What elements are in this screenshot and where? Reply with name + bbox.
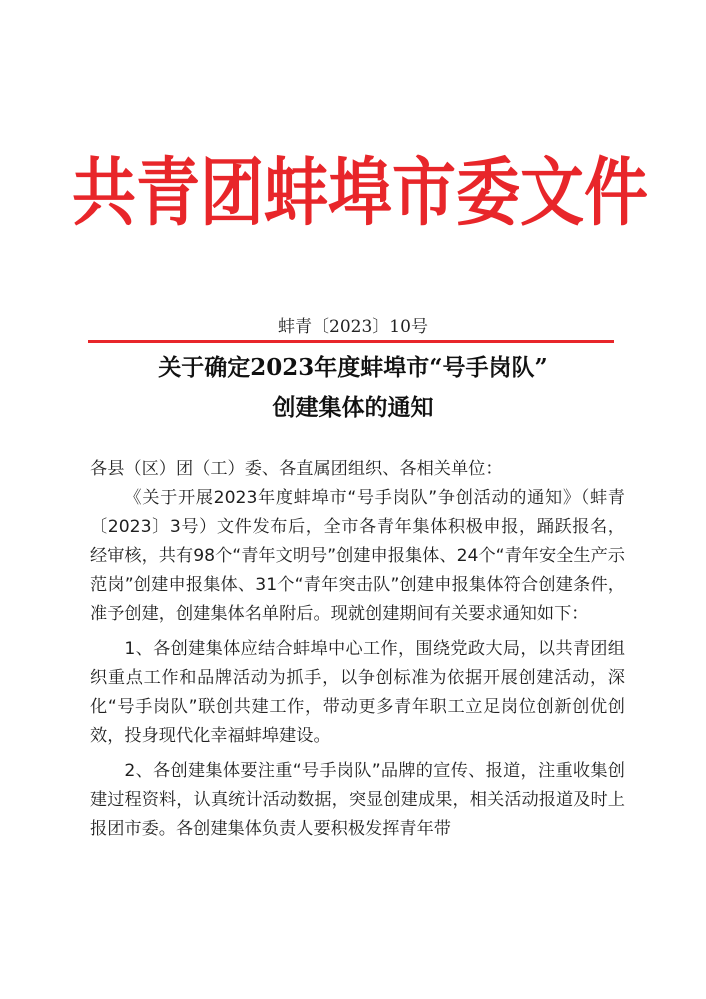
red-divider-line <box>88 340 614 343</box>
issuer-masthead-title: 共青团蚌埠市委文件 <box>72 151 648 237</box>
requirement-item-1: 1、各创建集体应结合蚌埠中心工作，围绕党政大局，以共青团组织重点工作和品牌活动为抓手，以争创标准为依据开展创建活动，深化“号手岗队”联创共建工作，带动更多青年职工立足岗位创新创优创效，投身现代化幸福蚌埠建设。 <box>90 639 625 746</box>
notice-title-line-2: 创建集体的通知 <box>272 394 434 421</box>
document-body <box>90 455 625 844</box>
notice-title-line-1: 关于确定2023年度蚌埠市“号手岗队” <box>158 354 548 381</box>
requirement-item-2: 2、各创建集体要注重“号手岗队”品牌的宣传、报道，注重收集创建过程资料，认真统计活动数据，突显创建成果，相关活动报道及时上报团市委。各创建集体负责人要积极发挥青年带 <box>90 761 625 839</box>
salutation: 各县（区）团（工）委、各直属团组织、各相关单位： <box>90 459 503 479</box>
document-number: 蚌青〔2023〕10号 <box>278 317 428 337</box>
intro-paragraph: 《关于开展2023年度蚌埠市“号手岗队”争创活动的通知》（蚌青〔2023〕3号）文件发布后，全市各青年集体积极申报，踊跃报名，经审核，共有98个“青年文明号”创建申报集体、24个“青年安全生产示范岗”创建申报集体、31个“青年突击队”创建申报集体符合创建条件，准予创建，创建集体名单附后。现就创建期间有关要求通知如下： <box>90 488 625 624</box>
